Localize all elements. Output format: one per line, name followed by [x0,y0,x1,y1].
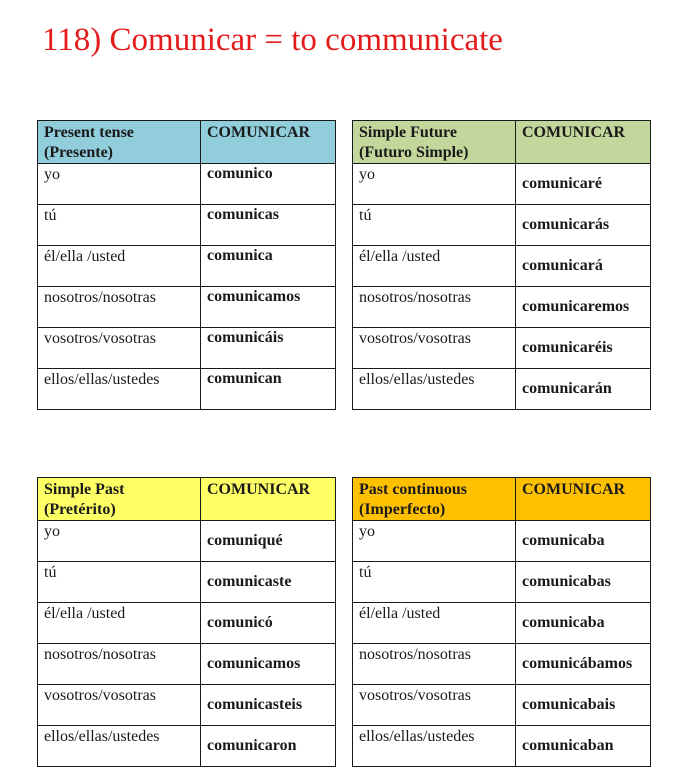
verb-form-cell: comunica [201,246,336,287]
tense-name-spanish: (Futuro Simple) [359,144,469,161]
pronoun-cell: él/ella /usted [353,603,516,644]
table-row [38,562,336,603]
verb-form-cell: comunicamos [201,644,336,685]
table-row [353,685,651,726]
verb-form-cell: comunicaba [516,521,651,562]
verb-form-cell: comunicaré [516,164,651,205]
verb-form-cell: comunicábamos [516,644,651,685]
verb-form-cell: comunicaron [201,726,336,767]
verb-form-cell: comunicasteis [201,685,336,726]
verb-form-cell: comunicaba [516,603,651,644]
verb-form-cell: comunicamos [201,287,336,328]
pronoun-cell: él/ella /usted [353,246,516,287]
pronoun-cell: ellos/ellas/ustedes [38,369,201,410]
tense-name: Present tense [44,124,134,141]
table-row [38,205,336,246]
table-header-row [353,121,651,164]
table-row [38,369,336,410]
verb-form-cell: comunicáis [201,328,336,369]
tense-header-cell [38,478,201,521]
pronoun-cell: vosotros/vosotras [38,685,201,726]
table-row [353,603,651,644]
table-row [38,328,336,369]
verb-form-cell: comunicas [201,205,336,246]
tense-header-cell [353,121,516,164]
pronoun-cell: yo [353,164,516,205]
pronoun-cell: tú [38,562,201,603]
table-row [38,726,336,767]
pronoun-cell: tú [38,205,201,246]
pronoun-cell: nosotros/nosotras [38,287,201,328]
table-row [38,644,336,685]
verb-header-cell: COMUNICAR [516,121,651,164]
pronoun-cell: vosotros/vosotras [353,328,516,369]
pronoun-cell: yo [38,521,201,562]
tense-name-spanish: (Pretérito) [44,501,116,518]
tense-name: Simple Past [44,481,125,498]
table-row [353,205,651,246]
table-row [353,521,651,562]
tense-name: Past continuous [359,481,468,498]
table-header-row [38,121,336,164]
verb-form-cell: comunicaréis [516,328,651,369]
verb-form-cell: comunicarán [516,369,651,410]
table-row [353,726,651,767]
simple-past-table [37,477,336,767]
table-header-row [353,478,651,521]
verb-form-cell: comunicaban [516,726,651,767]
verb-form-cell: comunican [201,369,336,410]
verb-form-cell: comunicó [201,603,336,644]
table-header-row [38,478,336,521]
page-title: 118) Comunicar = to communicate [42,22,503,58]
verb-header-cell: COMUNICAR [201,478,336,521]
pronoun-cell: nosotros/nosotras [353,287,516,328]
table-row [38,164,336,205]
tense-name-spanish: (Presente) [44,144,113,161]
verb-form-cell: comunicabas [516,562,651,603]
past-continuous-table [352,477,651,767]
verb-header-cell: COMUNICAR [201,121,336,164]
table-row [353,246,651,287]
pronoun-cell: vosotros/vosotras [353,685,516,726]
table-row [353,164,651,205]
pronoun-cell: yo [38,164,201,205]
pronoun-cell: él/ella /usted [38,246,201,287]
verb-form-cell: comunicabais [516,685,651,726]
verb-form-cell: comuniqué [201,521,336,562]
table-row [353,287,651,328]
table-row [38,603,336,644]
table-row [353,328,651,369]
pronoun-cell: tú [353,562,516,603]
table-row [38,246,336,287]
simple-future-table [352,120,651,410]
table-row [38,521,336,562]
pronoun-cell: él/ella /usted [38,603,201,644]
table-row [38,685,336,726]
verb-form-cell: comunicarás [516,205,651,246]
tense-name: Simple Future [359,124,457,141]
table-row [353,369,651,410]
table-row [38,287,336,328]
present-tense-table [37,120,336,410]
tense-name-spanish: (Imperfecto) [359,501,446,518]
verb-form-cell: comunico [201,164,336,205]
pronoun-cell: tú [353,205,516,246]
table-row [353,562,651,603]
verb-form-cell: comunicaste [201,562,336,603]
pronoun-cell: ellos/ellas/ustedes [353,726,516,767]
verb-form-cell: comunicaremos [516,287,651,328]
pronoun-cell: ellos/ellas/ustedes [38,726,201,767]
pronoun-cell: nosotros/nosotras [38,644,201,685]
pronoun-cell: yo [353,521,516,562]
verb-header-cell: COMUNICAR [516,478,651,521]
tense-header-cell [353,478,516,521]
table-row [353,644,651,685]
verb-form-cell: comunicará [516,246,651,287]
pronoun-cell: vosotros/vosotras [38,328,201,369]
pronoun-cell: nosotros/nosotras [353,644,516,685]
tense-header-cell [38,121,201,164]
pronoun-cell: ellos/ellas/ustedes [353,369,516,410]
